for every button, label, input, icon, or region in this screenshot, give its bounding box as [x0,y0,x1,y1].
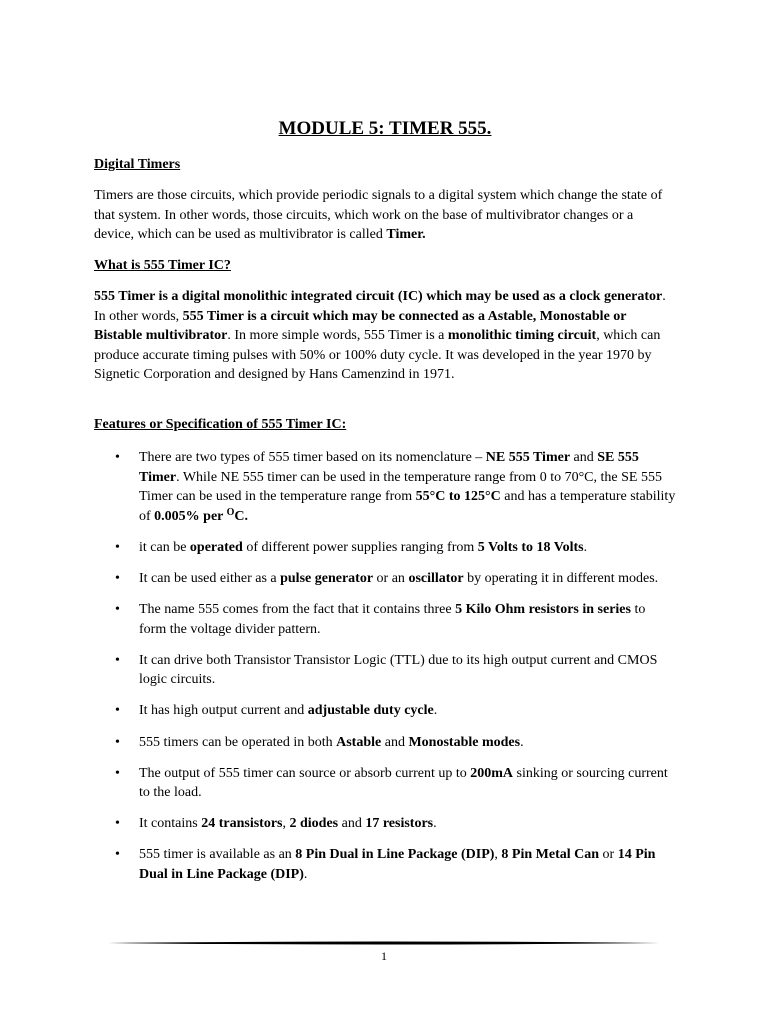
text: 555 timer is available as an [139,847,296,863]
features-list [94,448,676,896]
text: and [338,816,366,832]
text-bold: 14 Pin Dual in Line Package (DIP) [139,847,656,882]
text-bold: 555 Timer is a digital monolithic integrated circuit (IC) which may be used as a clock generator [94,289,663,304]
paragraph-what-is-555 [94,287,676,385]
list-item [94,651,676,690]
text: , which can produce accurate timing pulses with 50% or 100% duty cycle. It was developed in the year 1970 by Signetic Corporation and designed by Hans Camenzind in 1971. [94,328,661,383]
text-bold: 8 Pin Metal Can [501,847,600,863]
list-item [94,448,676,526]
text: It can be used either as a [139,570,281,586]
heading-features: Features or Specification of 555 Timer IC: [94,417,347,432]
text-bold: 200mA [470,765,514,781]
text: and [381,734,409,750]
text-bold: SE 555 Timer [139,450,639,485]
text: of different power supplies ranging from [242,539,478,555]
list-item [94,845,676,884]
text: 555 timers can be operated in both [139,734,337,750]
text: It can drive both Transistor Transistor Logic (TTL) due to its high output current and CMOS logic circuits. [139,652,658,688]
text: , [494,847,502,863]
text-bold: 55°C to 125°C [415,489,501,505]
text-bold: 17 resistors [365,816,434,832]
footer-divider [108,941,660,945]
text-bold: operated [189,539,243,555]
list-item [94,701,676,721]
text: or [599,847,618,863]
text-bold: Timer. [386,227,426,243]
text: to form the voltage divider pattern. [139,602,646,637]
superscript: O [226,506,235,518]
text: . [520,734,524,750]
text-bold: 5 Volts to 18 Volts [477,539,584,555]
text: . In other words, [94,289,666,324]
paragraph-digital-timers [94,186,676,245]
text-bold: 8 Pin Dual in Line Package (DIP) [295,847,495,863]
list-item [94,814,676,834]
text-bold: Monostable modes [408,734,521,750]
text: . [433,703,438,719]
text-bold: 5 Kilo Ohm resistors in series [455,602,631,618]
text-bold: NE 555 Timer [485,450,571,465]
text: It has high output current and [139,703,308,719]
text: or an [373,570,409,586]
text: and [570,450,598,465]
text-bold: Astable [336,734,382,750]
text-bold: pulse generator [280,570,374,586]
list-item [94,538,676,558]
text: , [282,816,290,832]
text: it can be [139,539,190,555]
text-bold: 555 Timer is a circuit which may be connected as a Astable, Monostable or Bistable multivibrator [94,308,627,344]
text: The output of 555 timer can source or absorb current up to [139,765,471,781]
text: The name 555 comes from the fact that it contains three [139,602,456,618]
list-item [94,764,676,803]
text-bold: oscillator [408,570,464,586]
text-bold: C. [234,508,249,524]
text-bold: monolithic timing circuit [447,328,597,344]
list-item [94,600,676,639]
text: . [583,539,588,555]
list-item [94,569,676,589]
text-bold: adjustable duty cycle [307,703,434,719]
text: and has a temperature stability of [139,489,676,524]
text-bold: 2 diodes [289,816,339,832]
text: . [303,867,308,882]
text-bold: 0.005% per [154,508,227,524]
text: . While NE 555 timer can be used in the temperature range from 0 to 70°C, the SE 555 Timer can be used in the temperature range from [139,469,662,505]
text: There are two types of 555 timer based on its nomenclature – [139,450,486,465]
text-bold: 24 transistors [201,816,283,832]
heading-what-is-555: What is 555 Timer IC? [94,258,231,273]
text: It contains [139,816,202,832]
list-item [94,733,676,753]
text: . [433,816,437,832]
text: by operating it in different modes. [463,570,659,586]
heading-digital-timers: Digital Timers [94,157,181,172]
page-number: 1 [381,949,387,963]
text: sinking or sourcing current to the load. [139,765,668,801]
text: . In more simple words, 555 Timer is a [227,328,448,344]
page-title: MODULE 5: TIMER 555. [278,118,492,139]
text: Timers are those circuits, which provide periodic signals to a digital system which change the state of that system. In other words, those circuits, which work on the base of multivibrator changes or a device, which can be used as multivibrator is called [94,188,663,243]
